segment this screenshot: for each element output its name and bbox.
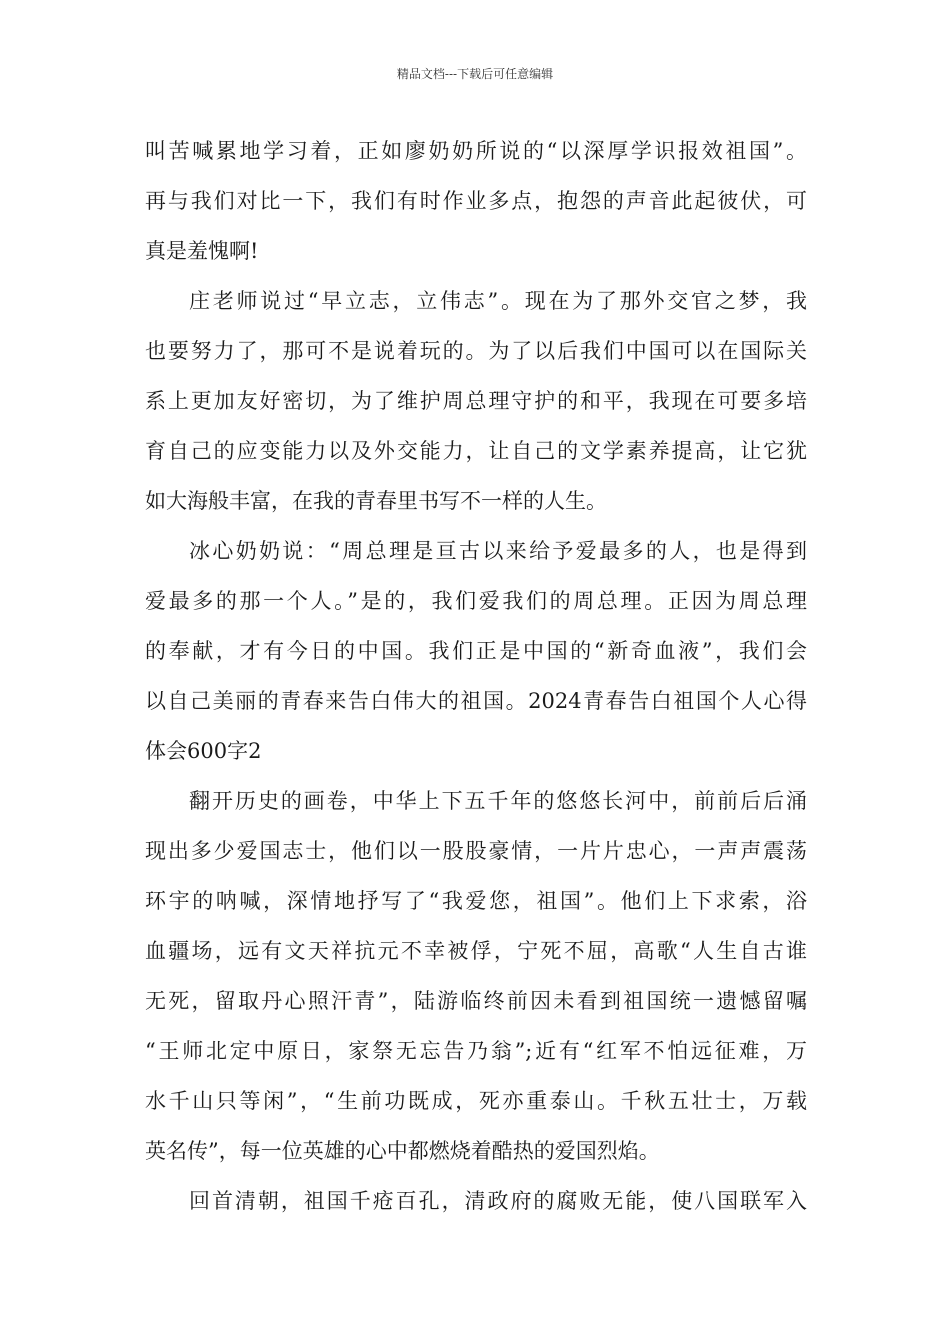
text-line: 庄老师说过“早立志，立伟志”。现在为了那外交官之梦，我 [189,289,807,313]
text-line: 现出多少爱国志士，他们以一股股豪情，一片片忠心，一声声震荡 [145,839,807,863]
text-line: “王师北定中原日，家祭无忘告乃翁”;近有“红军不怕远征难，万 [145,1039,807,1063]
text-line: 体会600字2 [145,739,262,763]
text-line: 环宇的呐喊，深情地抒写了“我爱您，祖国”。他们上下求索，浴 [145,889,807,913]
text-line: 系上更加友好密切，为了维护周总理守护的和平，我现在可要多培 [145,389,807,413]
text-line: 如大海般丰富，在我的青春里书写不一样的人生。 [145,489,607,513]
page-header: 精品文档---下载后可任意编辑 [396,67,554,81]
text-line: 回首清朝，祖国千疮百孔，清政府的腐败无能，使八国联军入 [189,1189,807,1213]
text-line: 冰心奶奶说：“周总理是亘古以来给予爱最多的人，也是得到 [189,539,807,563]
text-line: 无死，留取丹心照汗青”，陆游临终前因未看到祖国统一遗憾留嘱 [145,989,807,1013]
text-line: 水千山只等闲”，“生前功既成，死亦重泰山。千秋五壮士，万载 [145,1089,807,1113]
text-line: 英名传”，每一位英雄的心中都燃烧着酷热的爱国烈焰。 [145,1139,660,1163]
text-line: 血疆场，远有文天祥抗元不幸被俘，宁死不屈，高歌“人生自古谁 [145,939,807,963]
text-line: 爱最多的那一个人。”是的，我们爱我们的周总理。正因为周总理 [145,589,807,613]
text-line: 真是羞愧啊! [145,239,259,263]
text-line: 再与我们对比一下，我们有时作业多点，抱怨的声音此起彼伏，可 [145,189,807,213]
text-line: 叫苦喊累地学习着，正如廖奶奶所说的“以深厚学识报效祖国”。 [145,139,807,163]
text-line: 的奉献，才有今日的中国。我们正是中国的“新奇血液”，我们会 [145,639,807,663]
text-line: 育自己的应变能力以及外交能力，让自己的文学素养提高，让它犹 [145,439,807,463]
text-line: 以自己美丽的青春来告白伟大的祖国。2024青春告白祖国个人心得 [145,689,807,713]
document-body [145,126,807,1226]
text-line: 也要努力了，那可不是说着玩的。为了以后我们中国可以在国际关 [145,339,807,363]
text-line: 翻开历史的画卷，中华上下五千年的悠悠长河中，前前后后涌 [189,789,807,813]
